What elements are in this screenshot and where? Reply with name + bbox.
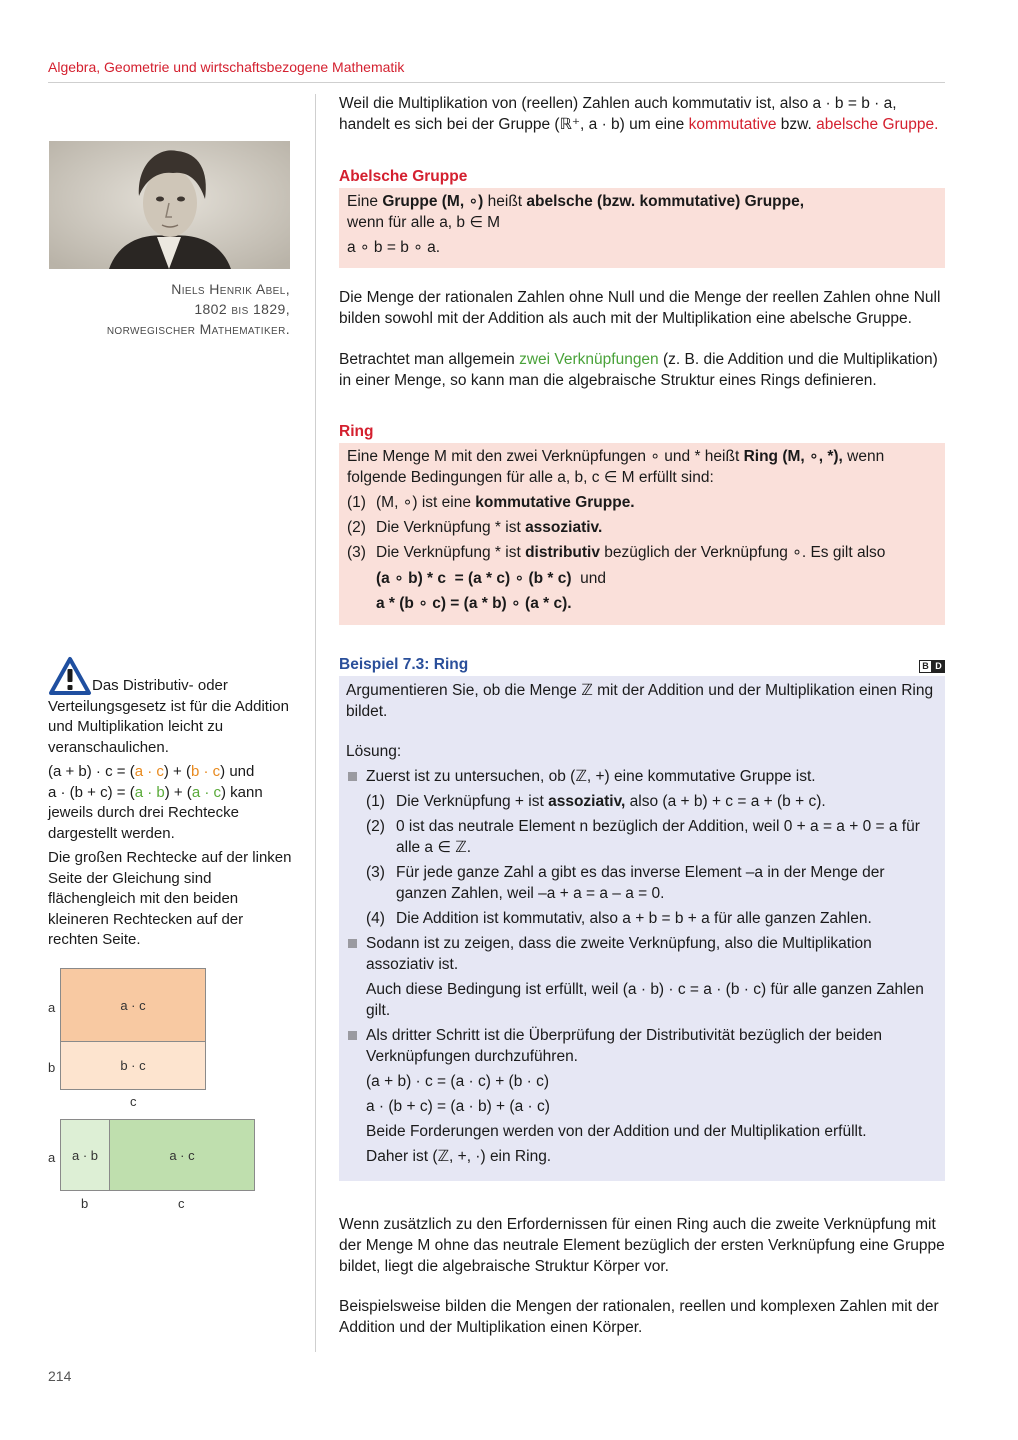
label-a: a xyxy=(48,1150,56,1165)
step-number: (1) xyxy=(366,793,385,810)
formula-block xyxy=(48,762,293,844)
caption-line: norwegischer Mathematiker. xyxy=(106,321,290,337)
solution-step: Sodann ist zu zeigen, dass die zweite Verknüpfung, also die Multiplikation assoziativ ist. xyxy=(346,933,938,975)
ring-definition xyxy=(339,421,945,625)
paragraph-text: Betrachtet man allgemein xyxy=(339,351,520,368)
def-formula: a ∘ b = b ∘ a. xyxy=(347,239,441,256)
caption-line: 1802 bis 1829, xyxy=(194,301,290,317)
equation: a · (b + c) = (a · b) + (a · c) xyxy=(366,1098,550,1115)
equation: (a + b) · c = (a · c) + (b · c) xyxy=(366,1073,550,1090)
solution-step: Als dritter Schritt ist die Überprüfung der Distributivität bezüglich der beiden Verknüpfungen durchzuführen. xyxy=(346,1025,938,1067)
rect-ac xyxy=(60,968,206,1042)
def-text: (M, ∘) ist eine xyxy=(376,494,476,511)
def-text: wenn für alle a, b ∈ M xyxy=(347,214,501,231)
definition-box xyxy=(339,188,945,268)
solution-step: Auch diese Bedingung ist erfüllt, weil (a · b) · c = a · (b · c) für alle ganzen Zahlen gilt. xyxy=(366,981,924,1019)
paragraph-text: Die Menge der rationalen Zahlen ohne Null und die Menge der reellen Zahlen ohne Null bilden sowohl mit der Addition als auch mit der Multiplikation eine abelsche Gruppe. xyxy=(339,289,941,327)
section-title: Abelsche Gruppe xyxy=(339,168,468,185)
badge-b: B xyxy=(919,660,932,673)
section-title: Ring xyxy=(339,423,374,440)
warning-text-2: Die großen Rechtecke auf der linken Seite der Gleichung sind flächengleich mit den beiden kleineren Rechtecken auf der rechten Seite. xyxy=(48,849,292,948)
warning-text: Das Distributiv- oder Verteilungsgesetz ist für die Addition und Multiplikation leicht zu veranschaulichen. xyxy=(48,677,289,756)
warning-icon xyxy=(48,656,92,696)
label-b: b xyxy=(81,1196,89,1211)
intro-text: bzw. xyxy=(776,116,817,133)
column-divider xyxy=(315,94,316,1352)
label-c: c xyxy=(130,1094,137,1109)
intro-paragraph xyxy=(339,93,945,135)
zwei-verknuepfungen-link[interactable]: zwei Verknüpfungen xyxy=(519,351,659,368)
formula-text: ) kann xyxy=(221,783,263,801)
cell-label: a · c xyxy=(120,997,146,1013)
rect-ab xyxy=(60,1119,110,1191)
step-text: Die Addition ist kommutativ, also a + b = b + a für alle ganzen Zahlen. xyxy=(396,910,872,927)
def-text: bezüglich der Verknüpfung ∘. Es gilt also xyxy=(599,544,886,561)
badge-d: D xyxy=(932,660,945,673)
def-term: Ring (M, ∘, *), xyxy=(743,448,843,465)
step-number: (4) xyxy=(366,910,385,927)
formula-text: ) + ( xyxy=(164,783,192,801)
example-7-3 xyxy=(339,654,945,1181)
formula-text: a · (b + c) = ( xyxy=(48,783,135,801)
term-ab: a · b xyxy=(134,783,165,801)
def-text: Eine xyxy=(347,193,383,210)
warning-note xyxy=(48,656,293,955)
solution-step: Zuerst ist zu untersuchen, ob (ℤ, +) eine kommutative Gruppe ist. xyxy=(346,766,938,787)
step-text: 0 ist das neutrale Element n bezüglich der Addition, weil 0 + a = a + 0 = a für alle a ∈ ℤ. xyxy=(396,818,920,856)
paragraph-text: Beispielsweise bilden die Mengen der rationalen, reellen und komplexen Zahlen mit der Addition und der Multiplikation einen Körper. xyxy=(339,1298,939,1336)
formula-text: ) + ( xyxy=(163,763,191,780)
paragraph-text: Wenn zusätzlich zu den Erfordernissen für einen Ring auch die zweite Verknüpfung mit der Menge M ohne das neutrale Element bezüglich der ersten Verknüpfung eine Gruppe bildet, liegt die algebraische Struktur Körper vor. xyxy=(339,1216,945,1275)
example-box xyxy=(339,676,945,1181)
definition-box xyxy=(339,443,945,625)
step-number: (2) xyxy=(366,818,385,835)
term-bc: b · c xyxy=(190,763,221,780)
task-text: Argumentieren Sie, ob die Menge ℤ mit der Addition und der Multiplikation einen Ring bildet. xyxy=(346,682,934,720)
step-number: (3) xyxy=(366,864,385,881)
def-text: Die Verknüpfung * ist xyxy=(376,519,526,536)
portrait-caption xyxy=(60,279,290,339)
header-divider xyxy=(48,82,945,83)
abelian-group-definition xyxy=(339,166,945,268)
conclusion: Beide Forderungen werden von der Addition und der Multiplikation erfüllt. xyxy=(366,1123,867,1140)
paragraph-field-examples xyxy=(339,1296,945,1338)
solution-label: Lösung: xyxy=(346,743,402,760)
cell-label: a · b xyxy=(71,1147,98,1163)
bd-badge xyxy=(919,656,945,677)
label-b: b xyxy=(48,1060,56,1075)
def-term: Gruppe (M, ∘) xyxy=(382,193,484,210)
caption-line: Niels Henrik Abel, xyxy=(171,281,290,297)
def-text: Die Verknüpfung * ist xyxy=(376,544,526,561)
step-text: Die Verknüpfung + ist xyxy=(396,793,549,810)
condition-number: (1) xyxy=(347,494,366,511)
def-formula: (a ∘ b) * c = (a * c) ∘ (b * c) xyxy=(376,570,572,587)
running-header: Algebra, Geometrie und wirtschaftsbezogene Mathematik xyxy=(48,59,405,75)
def-text: wenn folgende Bedingungen für alle a, b, c ∈ M erfüllt sind: xyxy=(347,448,885,486)
rect-ac xyxy=(109,1119,255,1191)
cell-label: a · c xyxy=(169,1147,195,1163)
term-ac: a · c xyxy=(134,763,164,780)
label-a: a xyxy=(48,1000,56,1015)
formula-text: ) und xyxy=(220,763,255,780)
paragraph-field xyxy=(339,1214,945,1277)
def-text: Eine Menge M mit den zwei Verknüpfungen ∘ und * heißt xyxy=(347,448,744,465)
formula-text: jeweils durch drei Rechtecke dargestellt werden. xyxy=(48,804,239,842)
condition-number: (2) xyxy=(347,519,366,536)
def-term: kommutative Gruppe. xyxy=(475,494,635,511)
def-term: abelsche (bzw. kommutative) Gruppe, xyxy=(526,193,805,210)
example-title: Beispiel 7.3: Ring xyxy=(339,656,469,673)
paragraph-two-operations xyxy=(339,349,945,391)
def-term: assoziativ. xyxy=(525,519,603,536)
paragraph-groups xyxy=(339,287,945,329)
intro-text: Weil die Multiplikation von (reellen) Zahlen auch kommutativ ist, also a · b = b · a, handelt es sich bei der Gruppe (ℝ⁺, a · b) um eine xyxy=(339,95,897,133)
rect-bc xyxy=(60,1041,206,1090)
kommutative-link[interactable]: kommutative xyxy=(688,116,777,133)
conclusion: Daher ist (ℤ, +, ·) ein Ring. xyxy=(366,1148,552,1165)
def-text: und xyxy=(571,570,607,587)
def-formula: a * (b ∘ c) = (a * b) ∘ (a * c). xyxy=(376,595,572,612)
cell-label: b · c xyxy=(120,1058,146,1073)
condition-number: (3) xyxy=(347,544,366,561)
label-c: c xyxy=(178,1196,185,1211)
formula-text: (a + b) · c = ( xyxy=(48,763,135,780)
paragraph-text: (z. B. die Addition und die Multiplikation) in einer Menge, so kann man die algebraische Struktur eines Rings definieren. xyxy=(339,351,938,389)
abelsche-gruppe-link[interactable]: abelsche Gruppe. xyxy=(816,116,939,133)
term-ac: a · c xyxy=(191,783,221,801)
abel-portrait-image xyxy=(49,141,290,269)
step-text: also (a + b) + c = a + (b + c). xyxy=(625,793,826,810)
step-text: Für jede ganze Zahl a gibt es das inverse Element –a in der Menge der ganzen Zahlen, weil –a + a = a – a = 0. xyxy=(396,864,885,902)
def-text: heißt xyxy=(483,193,527,210)
page-number: 214 xyxy=(48,1368,72,1384)
step-term: assoziativ, xyxy=(548,793,626,810)
def-term: distributiv xyxy=(525,544,600,561)
